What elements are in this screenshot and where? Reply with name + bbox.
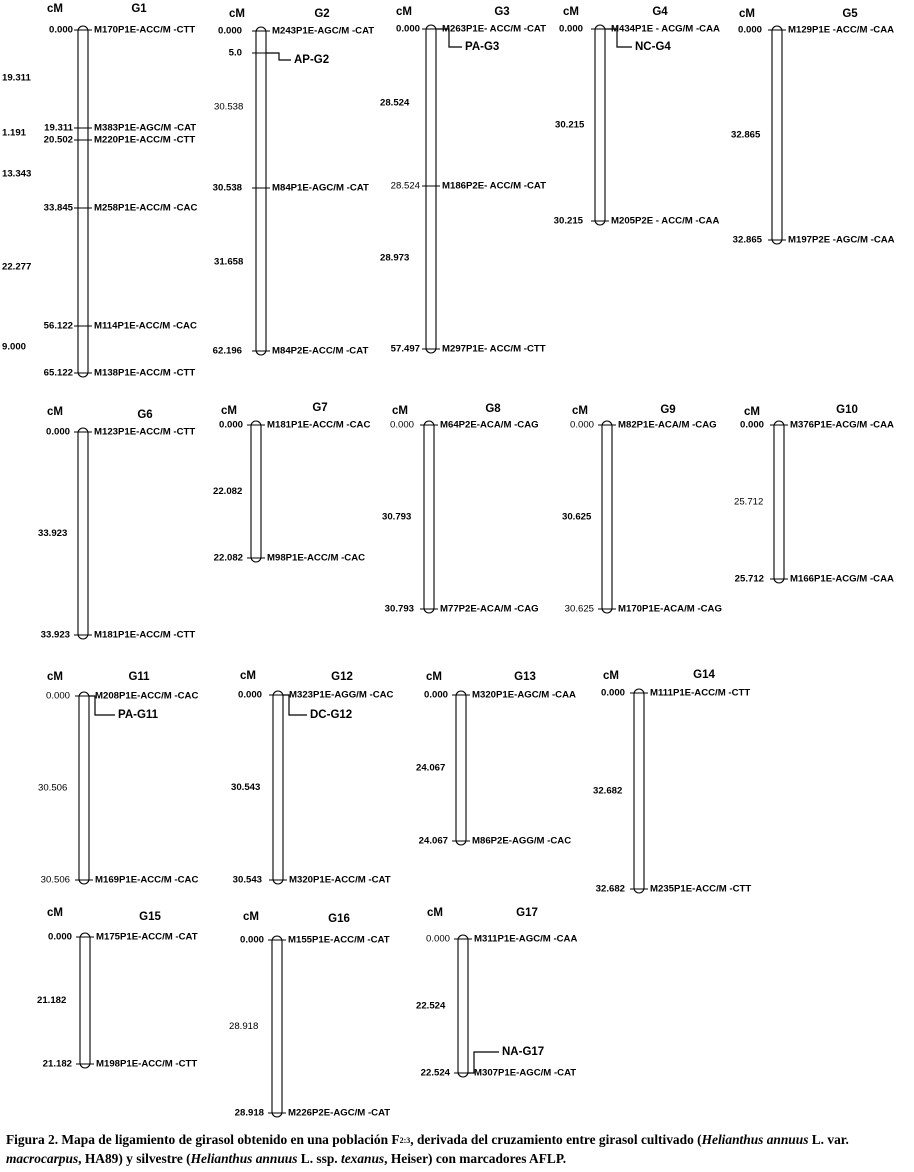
marker-label: M434P1E - ACG/M -CAA (611, 23, 720, 35)
marker-position: 0.000 (737, 24, 762, 36)
marker-position: 33.923 (40, 629, 70, 641)
chromosome-bar (634, 689, 644, 893)
linkage-group-g14 (593, 669, 751, 895)
trait-label: DC-G12 (310, 709, 353, 722)
group-name: G17 (516, 907, 538, 920)
marker-label: M138P1E-ACC/M -CTT (94, 367, 196, 379)
trait-leader-line (266, 53, 291, 60)
interval-distance: 28.918 (229, 1021, 259, 1033)
marker-position: 21.182 (42, 1058, 72, 1070)
interval-distance: 30.793 (382, 511, 412, 523)
marker-position: 33.845 (43, 202, 73, 214)
trait-label: PA-G11 (118, 709, 159, 722)
marker-label: M198P1E-ACC/M -CTT (96, 1058, 198, 1070)
interval-distance: 13.343 (2, 168, 32, 180)
marker-label: M323P1E-AGG/M -CAC (289, 689, 394, 701)
marker-label: M263P1E- ACC/M -CAT (442, 23, 546, 35)
cm-unit-label: cM (221, 405, 237, 418)
trait-label: NC-G4 (635, 41, 671, 54)
marker-position: 0.000 (389, 419, 414, 431)
chromosome-bar (78, 428, 88, 639)
chromosome-bar (458, 935, 468, 1077)
interval-distance: 22.082 (213, 486, 243, 498)
linkage-group-g15 (37, 907, 198, 1070)
marker-position: 0.000 (558, 23, 583, 35)
cm-unit-label: cM (426, 671, 442, 684)
linkage-group-g5 (731, 8, 895, 246)
marker-label: M208P1E-ACC/M -CAC (95, 690, 199, 702)
chromosome-bar (78, 26, 88, 377)
marker-position: 0.000 (218, 419, 243, 431)
interval-distance: 25.712 (734, 496, 764, 508)
marker-position: 28.524 (390, 180, 420, 192)
marker-label: M155P1E-ACC/M -CAT (288, 934, 390, 946)
cm-unit-label: cM (563, 6, 579, 19)
interval-distance: 30.215 (555, 119, 585, 131)
marker-label: M84P2E-ACC/M -CAT (272, 345, 369, 357)
group-name: G15 (139, 911, 161, 924)
linkage-group-g11 (38, 671, 198, 886)
marker-position: 19.311 (44, 122, 73, 134)
group-name: G16 (328, 913, 350, 926)
group-name: G1 (131, 3, 147, 16)
cm-unit-label: cM (427, 907, 443, 920)
interval-distance: 30.538 (214, 101, 244, 113)
linkage-group-g2 (213, 8, 375, 357)
marker-position: 28.918 (234, 1107, 264, 1119)
marker-label: M123P1E-ACC/M -CTT (94, 426, 196, 438)
interval-distance: 30.506 (38, 782, 68, 794)
marker-position: 20.502 (43, 134, 73, 146)
chromosome-bar (256, 27, 266, 355)
cm-unit-label: cM (603, 670, 619, 683)
figure-caption: Figura 2. Mapa de ligamiento de girasol obtenido en una población $F_{2:3}$, derivada del cruzamiento entre girasol cultivado (Helianthus annuus L. var. macrocarpus, HA89) y silvestre (Helianthus annuus L. ssp. texanus, Heiser) con marcadores AFLP. (6, 1132, 849, 1166)
marker-position: 0.000 (217, 25, 242, 37)
group-name: G13 (514, 671, 536, 684)
marker-position: 0.000 (425, 933, 450, 945)
interval-distance: 1.191 (2, 127, 27, 139)
marker-label: M181P1E-ACC/M -CTT (94, 629, 196, 641)
marker-label: M320P1E-ACC/M -CAT (289, 874, 391, 886)
chromosome-bar (272, 936, 282, 1117)
cm-unit-label: cM (243, 911, 259, 924)
interval-distance: 9.000 (2, 341, 27, 353)
group-name: G12 (331, 671, 353, 684)
marker-position: 0.000 (237, 689, 262, 701)
linkage-group-g13 (416, 671, 576, 847)
marker-label: M84P1E-AGC/M -CAT (272, 182, 369, 194)
marker-label: M320P1E-AGC/M -CAA (472, 689, 576, 701)
chromosome-bar (772, 26, 782, 244)
trait-label: PA-G3 (465, 41, 500, 54)
marker-label: M77P2E-ACA/M -CAG (440, 603, 539, 615)
linkage-group-g4 (554, 6, 720, 227)
marker-position: 25.712 (734, 573, 764, 585)
marker-label: M376P1E-ACG/M -CAA (790, 419, 894, 431)
group-name: G5 (842, 8, 858, 21)
interval-distance: 22.277 (2, 261, 32, 273)
marker-label: M383P1E-AGC/M -CAT (94, 122, 197, 134)
marker-label: M197P2E -AGC/M -CAA (788, 234, 895, 246)
interval-distance: 19.311 (2, 72, 31, 84)
marker-label: M114P1E-ACC/M -CAC (94, 320, 197, 332)
marker-label: M205P2E - ACC/M -CAA (611, 215, 720, 227)
marker-label: M169P1E-ACC/M -CAC (95, 874, 199, 886)
linkage-group-g17 (416, 907, 577, 1079)
interval-distance: 32.865 (731, 129, 761, 141)
interval-distance: 30.543 (231, 782, 261, 794)
marker-position: 30.538 (212, 182, 242, 194)
marker-position: 0.000 (423, 689, 448, 701)
marker-label: M235P1E-ACC/M -CTT (650, 883, 752, 895)
linkage-group-g9 (562, 404, 722, 615)
cm-unit-label: cM (47, 3, 63, 16)
marker-position: 0.000 (600, 687, 625, 699)
marker-position: 30.543 (232, 874, 262, 886)
interval-distance: 21.182 (37, 995, 67, 1007)
cm-unit-label: cM (229, 8, 245, 21)
interval-distance: 28.524 (380, 97, 410, 109)
linkage-group-g16 (229, 911, 390, 1119)
cm-unit-label: cM (744, 406, 760, 419)
chromosome-bar (456, 691, 466, 845)
marker-position: 0.000 (395, 23, 420, 35)
cm-unit-label: cM (396, 6, 412, 19)
group-name: G8 (485, 403, 501, 416)
interval-distance: 28.973 (380, 252, 410, 264)
marker-label: M86P2E-AGG/M -CAC (472, 835, 572, 847)
marker-label: M297P1E- ACC/M -CTT (442, 343, 546, 355)
interval-distance: 24.067 (416, 762, 446, 774)
linkage-group-g3 (380, 6, 546, 355)
cm-unit-label: cM (572, 405, 588, 418)
marker-position: 30.793 (384, 603, 414, 615)
chromosome-bar (424, 421, 434, 613)
marker-label: M186P2E- ACC/M -CAT (442, 180, 546, 192)
marker-position: 0.000 (739, 419, 764, 431)
group-name: G2 (314, 8, 330, 21)
marker-label: M64P2E-ACA/M -CAG (440, 419, 539, 431)
marker-position: 24.067 (418, 835, 448, 847)
marker-label: M166P1E-ACG/M -CAA (790, 573, 894, 585)
chromosome-bar (595, 25, 605, 225)
marker-position: 22.082 (213, 552, 243, 564)
chromosome-bar (251, 421, 261, 562)
marker-position: 0.000 (45, 426, 70, 438)
marker-label: M82P1E-ACA/M -CAG (618, 419, 717, 431)
trait-label: AP-G2 (294, 54, 330, 67)
marker-position: 56.122 (43, 320, 73, 332)
linkage-group-g6 (38, 406, 195, 641)
cm-unit-label: cM (47, 406, 63, 419)
chromosome-bar (80, 933, 90, 1068)
cm-unit-label: cM (47, 671, 63, 684)
marker-position: 65.122 (43, 367, 73, 379)
chromosome-bar (273, 691, 283, 884)
marker-position: 30.625 (564, 603, 594, 615)
marker-position: 0.000 (239, 934, 264, 946)
marker-position: 57.497 (390, 343, 420, 355)
cm-unit-label: cM (392, 405, 408, 418)
group-name: G7 (312, 402, 328, 415)
interval-distance: 31.658 (214, 256, 244, 268)
marker-position: 32.865 (732, 234, 762, 246)
marker-position: 5.0 (228, 47, 242, 59)
marker-position: 0.000 (48, 24, 73, 36)
chromosome-bar (602, 421, 612, 613)
linkage-group-g1 (2, 3, 197, 379)
marker-label: M170P1E-ACC/M -CTT (94, 24, 196, 36)
cm-unit-label: cM (240, 670, 256, 683)
chromosome-bar (774, 421, 784, 583)
marker-label: M129P1E -ACC/M -CAA (788, 24, 895, 36)
chromosome-bar (79, 692, 89, 884)
linkage-group-g10 (734, 404, 894, 585)
marker-label: M258P1E-ACC/M -CAC (94, 202, 198, 214)
linkage-group-g12 (231, 670, 394, 886)
linkage-group-g7 (213, 402, 370, 564)
marker-label: M175P1E-ACC/M -CAT (96, 931, 198, 943)
chromosome-bar (426, 25, 436, 353)
marker-label: M226P2E-AGC/M -CAT (288, 1107, 391, 1119)
marker-label: M243P1E-AGC/M -CAT (272, 25, 375, 37)
marker-position: 62.196 (212, 345, 242, 357)
interval-distance: 32.682 (593, 785, 623, 797)
linkage-group-g8 (382, 403, 539, 615)
interval-distance: 33.923 (38, 528, 68, 540)
trait-label: NA-G17 (502, 1046, 545, 1059)
marker-label: M98P1E-ACC/M -CAC (267, 552, 366, 564)
interval-distance: 30.625 (562, 511, 592, 523)
group-name: G3 (494, 6, 510, 19)
marker-label: M170P1E-ACA/M -CAG (618, 603, 722, 615)
marker-label: M311P1E-AGC/M -CAA (474, 933, 578, 945)
marker-position: 30.506 (40, 874, 70, 886)
marker-position: 30.215 (553, 215, 583, 227)
marker-label: M307P1E-AGC/M -CAT (474, 1067, 577, 1079)
group-name: G6 (137, 409, 153, 422)
group-name: G9 (660, 404, 676, 417)
marker-label: M111P1E-ACC/M -CTT (650, 687, 751, 699)
marker-position: 0.000 (569, 419, 594, 431)
marker-position: 0.000 (45, 690, 70, 702)
group-name: G14 (693, 669, 715, 682)
marker-label: M181P1E-ACC/M -CAC (267, 419, 371, 431)
marker-label: M220P1E-ACC/M -CTT (94, 134, 196, 146)
marker-position: 22.524 (420, 1067, 450, 1079)
interval-distance: 22.524 (416, 1000, 446, 1012)
group-name: G4 (652, 6, 668, 19)
marker-position: 32.682 (595, 883, 625, 895)
marker-position: 0.000 (47, 931, 72, 943)
cm-unit-label: cM (47, 907, 63, 920)
cm-unit-label: cM (739, 8, 755, 21)
group-name: G10 (836, 404, 858, 417)
group-name: G11 (128, 671, 150, 684)
